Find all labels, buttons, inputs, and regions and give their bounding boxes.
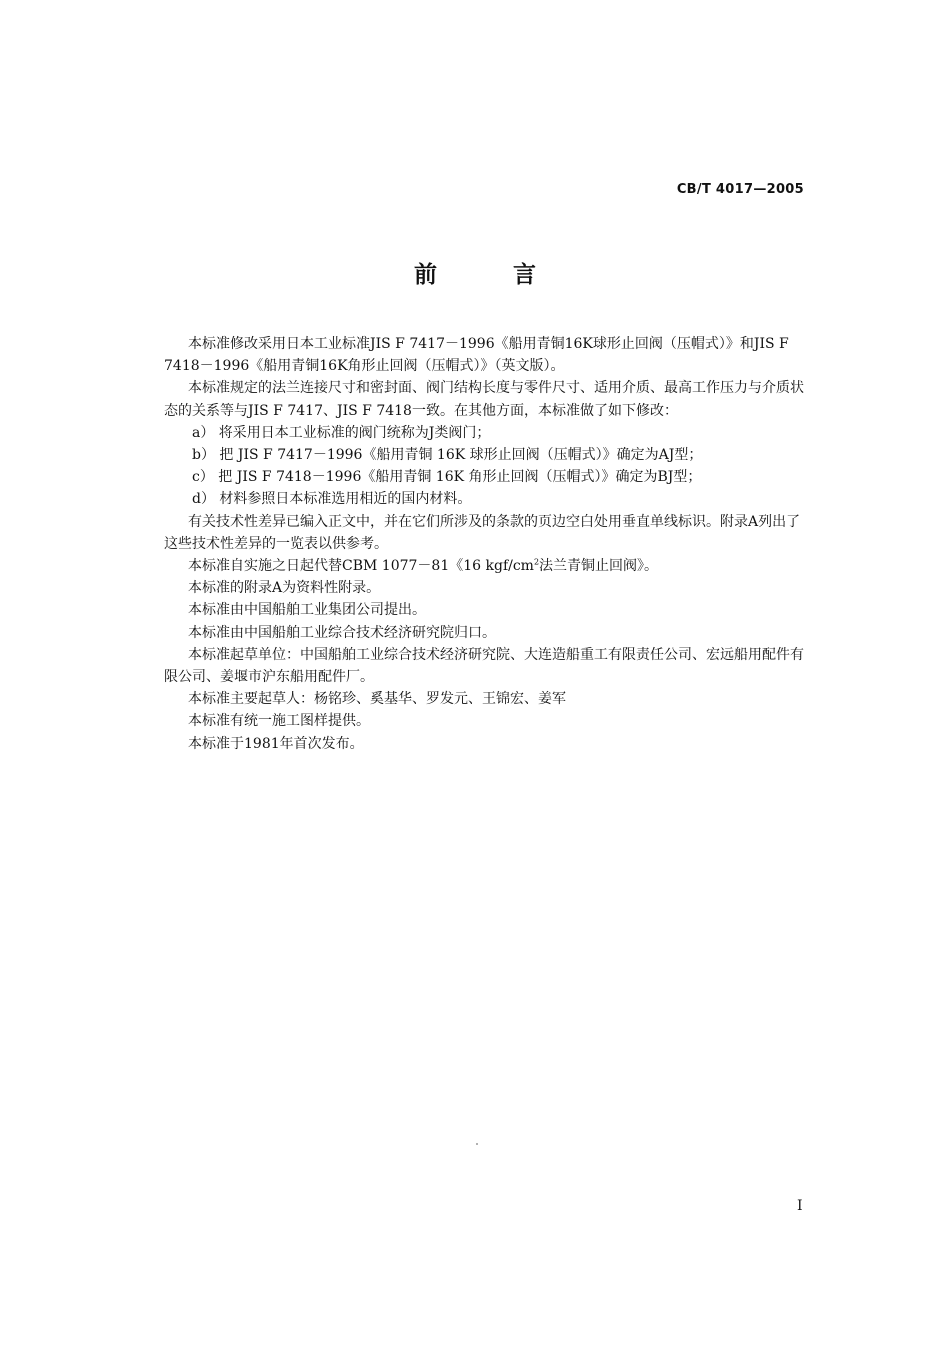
page-number: I bbox=[797, 1198, 803, 1214]
supersedes-text: 本标准自实施之日起代替CBM 1077－81《16 kgf/cm bbox=[188, 558, 534, 575]
paragraph-annex: 本标准的附录A为资料性附录。 bbox=[188, 580, 381, 597]
list-item-c: c） 把 JIS F 7418－1996《船用青铜 16K 角形止回阀（压帽式）》确定为BJ型； bbox=[192, 469, 702, 486]
paragraph-drafters: 本标准主要起草人：杨铭珍、奚基华、罗发元、王锦宏、姜军 bbox=[188, 691, 566, 708]
paragraph-technical-differences: 有关技术性差异已编入正文中，并在它们所涉及的条款的页边空白处用垂直单线标识。附录A列出了这些技术性差异的一览表以供参考。 bbox=[164, 513, 801, 552]
paragraph-modifications-intro: 本标准规定的法兰连接尺寸和密封面、阀门结构长度与零件尺寸、适用介质、最高工作压力与介质状态的关系等与JIS F 7417、JIS F 7418一致。在其他方面，本标准做了如下修改： bbox=[164, 380, 804, 419]
paragraph-first-issued: 本标准于1981年首次发布。 bbox=[188, 735, 364, 752]
paragraph-adoption: 本标准修改采用日本工业标准JIS F 7417－1996《船用青铜16K球形止回阀（压帽式）》和JIS F 7418－1996《船用青铜16K角形止回阀（压帽式）》（英文版）。 bbox=[164, 336, 789, 375]
foreword-body bbox=[164, 333, 812, 755]
list-item-b: b） 把 JIS F 7417－1996《船用青铜 16K 球形止回阀（压帽式）》确定为AJ型； bbox=[192, 447, 703, 464]
page-title: 前 言 bbox=[413, 262, 570, 288]
superscript-2: 2 bbox=[533, 557, 540, 567]
scan-speck bbox=[476, 1143, 478, 1145]
supersedes-text-end: 法兰青铜止回阀》。 bbox=[539, 558, 659, 575]
list-item-a: a） 将采用日本工业标准的阀门统称为J类阀门； bbox=[192, 424, 491, 441]
paragraph-drafting-units: 本标准起草单位：中国船舶工业综合技术经济研究院、大连造船重工有限责任公司、宏远船用配件有限公司、姜堰市沪东船用配件厂。 bbox=[164, 646, 804, 686]
standard-code: CB/T 4017—2005 bbox=[676, 182, 804, 197]
paragraph-drawings: 本标准有统一施工图样提供。 bbox=[188, 713, 370, 730]
paragraph-supersedes bbox=[164, 555, 812, 577]
paragraph-centralized-by: 本标准由中国船舶工业综合技术经济研究院归口。 bbox=[188, 624, 496, 641]
list-item-d: d） 材料参照日本标准选用相近的国内材料。 bbox=[192, 491, 472, 508]
paragraph-proposed-by: 本标准由中国船舶工业集团公司提出。 bbox=[188, 602, 426, 619]
